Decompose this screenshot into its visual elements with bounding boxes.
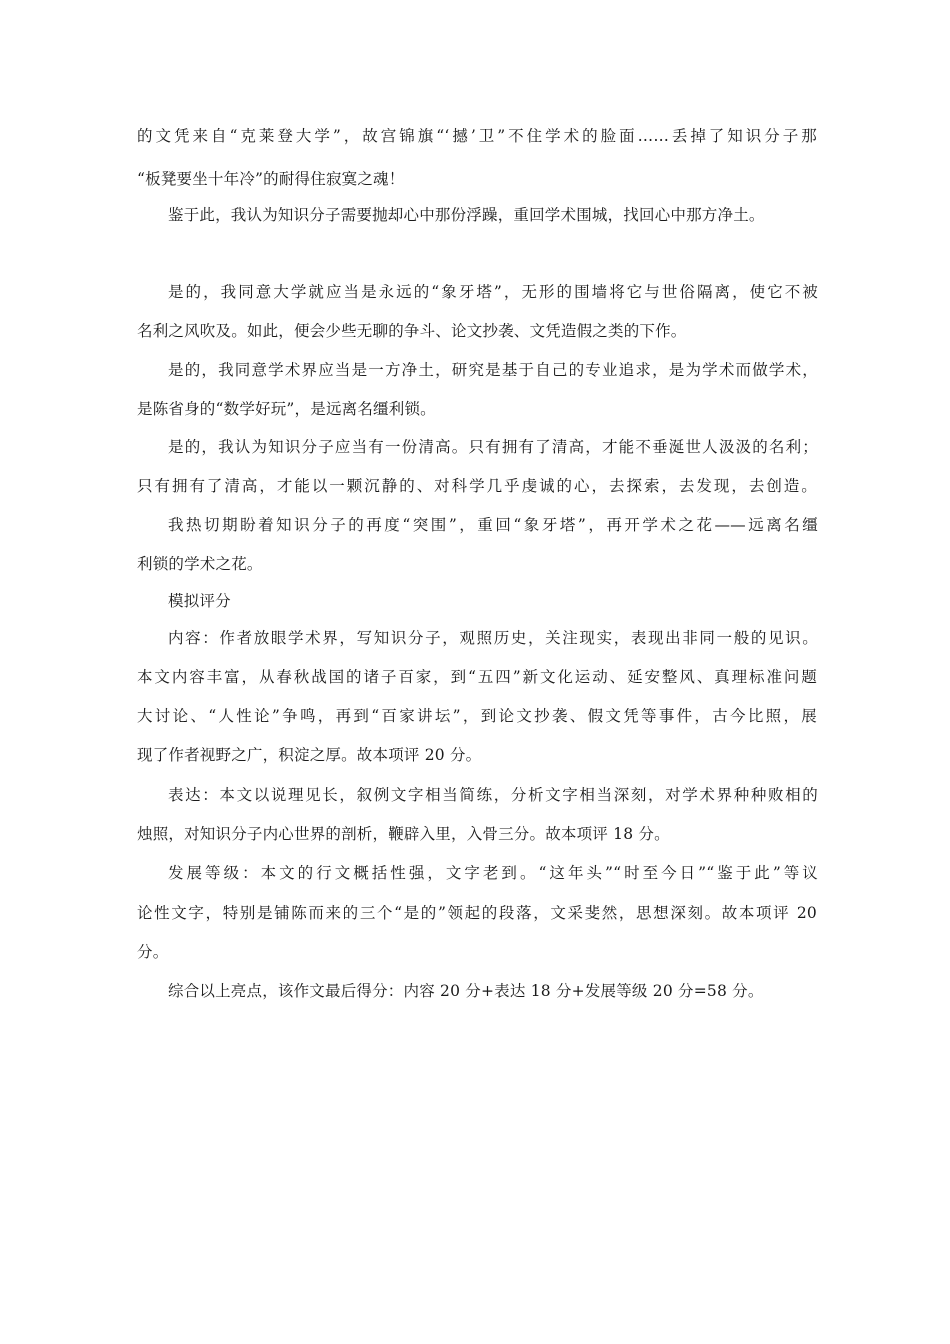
text-line: 内容：作者放眼学术界，写知识分子，观照历史，关注现实，表现出非同一般的见识。: [168, 629, 818, 647]
text-line: 的文凭来自“克莱登大学”，故宫锦旗“‘撼’卫”不住学术的脸面……丢掉了知识分子那: [137, 127, 817, 145]
text-line: 现了作者视野之广，积淀之厚。故本项评 20 分。: [137, 746, 482, 764]
text-line: 名利之风吹及。如此，便会少些无聊的争斗、论文抄袭、文凭造假之类的下作。: [137, 322, 687, 340]
text-line: 综合以上亮点，该作文最后得分：内容 20 分+表达 18 分+发展等级 20 分=58 分。: [168, 982, 764, 1000]
text-line: 是陈省身的“数学好玩”，是远离名缰利锁。: [137, 400, 436, 418]
text-line: 表达：本文以说理见长，叙例文字相当简练，分析文字相当深刻，对学术界种种败相的: [168, 786, 818, 804]
text-line: 是的，我认为知识分子应当有一份清高。只有拥有了清高，才能不垂涎世人汲汲的名利；: [168, 438, 818, 456]
text-line: 分。: [137, 943, 169, 961]
text-line: 烛照，对知识分子内心世界的剖析，鞭辟入里，入骨三分。故本项评 18 分。: [137, 825, 670, 843]
text-line: 只有拥有了清高，才能以一颗沉静的、对科学几乎虔诚的心，去探索，去发现，去创造。: [137, 477, 817, 495]
text-line: 我热切期盼着知识分子的再度“突围”，重回“象牙塔”，再开学术之花——远离名缰: [168, 516, 818, 534]
text-line: 是的，我同意学术界应当是一方净土，研究是基于自己的专业追求，是为学术而做学术，: [168, 361, 818, 379]
text-line: 是的，我同意大学就应当是永远的“象牙塔”，无形的围墙将它与世俗隔离，使它不被: [168, 283, 818, 301]
text-line: 发展等级：本文的行文概括性强，文字老到。“这年头”“时至今日”“鉴于此”等议: [168, 864, 818, 882]
text-line: 利锁的学术之花。: [137, 555, 263, 573]
text-line: “板凳要坐十年冷”的耐得住寂寞之魂！: [137, 170, 405, 188]
text-line: 论性文字，特别是铺陈而来的三个“是的”领起的段落，文采斐然，思想深刻。故本项评 20: [137, 904, 817, 922]
section-heading: 模拟评分: [168, 592, 231, 610]
text-line: 本文内容丰富，从春秋战国的诸子百家，到“五四”新文化运动、延安整风、真理标准问题: [137, 668, 817, 686]
text-line: 大讨论、“人性论”争鸣，再到“百家讲坛”，到论文抄袭、假文凭等事件，古今比照，展: [137, 707, 817, 725]
text-line: 鉴于此，我认为知识分子需要抛却心中那份浮躁，重回学术围城，找回心中那方净土。: [168, 206, 765, 224]
